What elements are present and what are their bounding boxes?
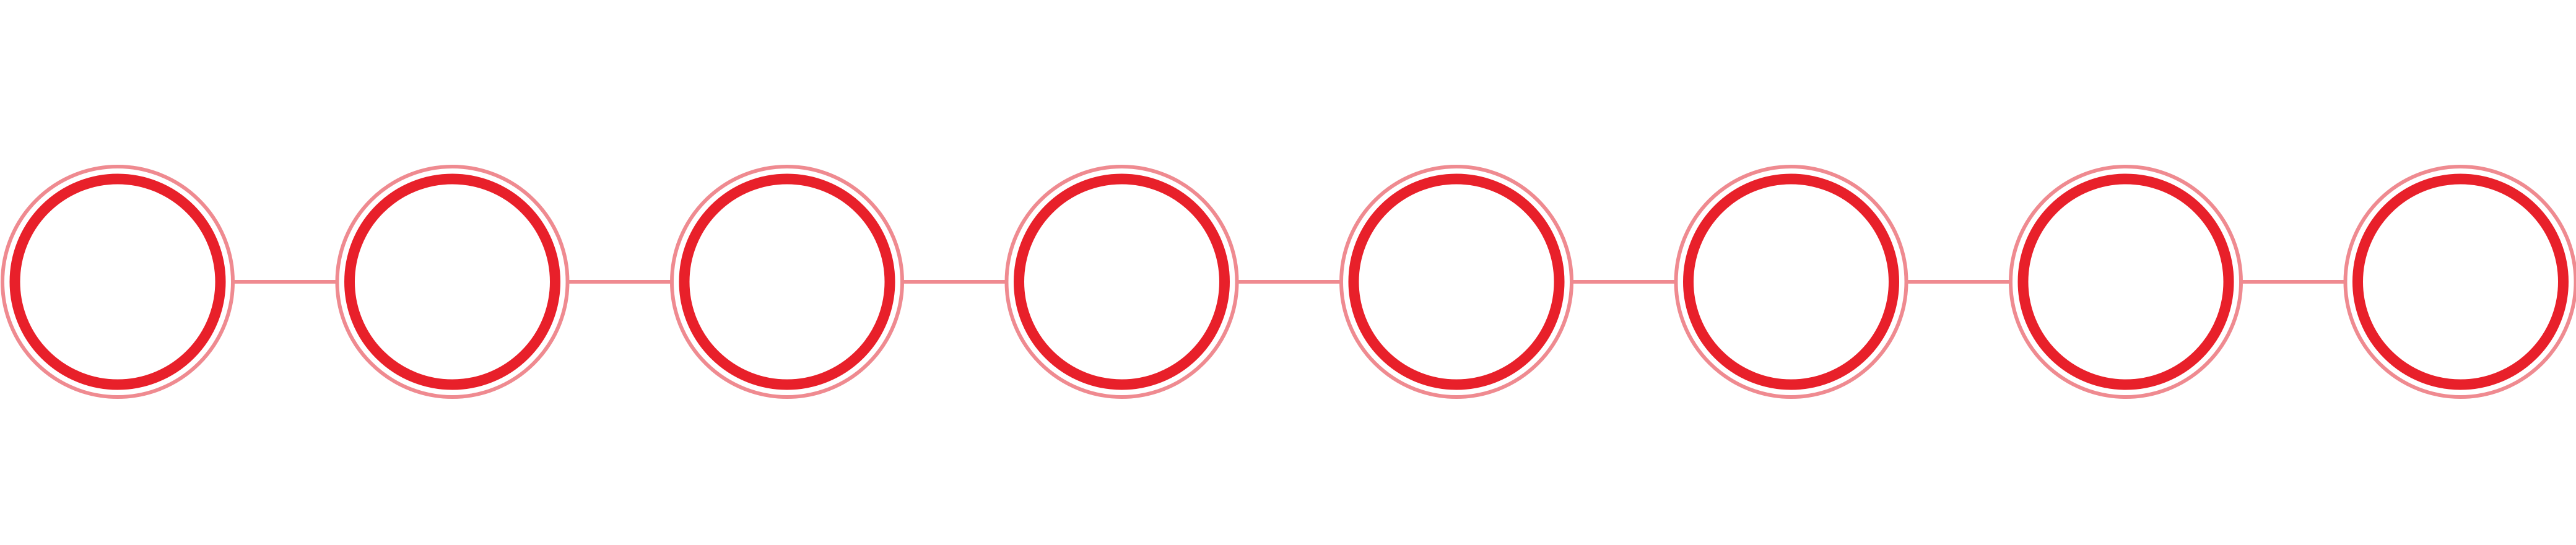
primary-ring xyxy=(1689,179,1894,385)
chain-node-2 xyxy=(337,167,568,397)
primary-ring xyxy=(15,179,220,385)
primary-ring xyxy=(1019,179,1225,385)
chain-node-5 xyxy=(1341,167,1572,397)
chain-node-3 xyxy=(672,167,902,397)
primary-ring xyxy=(684,179,890,385)
primary-ring xyxy=(1354,179,1559,385)
chain-node-4 xyxy=(1007,167,1237,397)
chain-node-8 xyxy=(2346,167,2576,397)
chain-node-6 xyxy=(1676,167,1907,397)
primary-ring xyxy=(2358,179,2564,385)
chain-node-1 xyxy=(2,167,233,397)
primary-ring xyxy=(2023,179,2229,385)
chain-node-7 xyxy=(2011,167,2241,397)
primary-ring xyxy=(350,179,555,385)
